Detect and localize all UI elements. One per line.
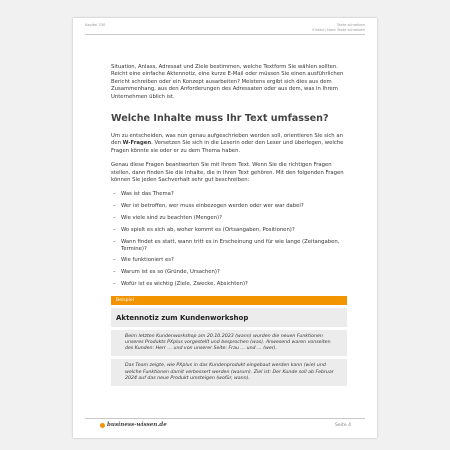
list-item: – Wie funktioniert es? [111,257,347,264]
example-section [111,296,347,386]
page-footer [85,420,365,430]
list-item: – Warum ist es so (Gründe, Ursachen)? [111,269,347,276]
header-title: Texte schreiben [336,23,365,27]
example-label: Beispiel [111,296,347,305]
intro-paragraph: Situation, Anlass, Adressat und Ziele bestimmen, welche Textform Sie wählen sollten. Reicht eine einfache Aktennotiz, eine kurze E-Mail oder müssen Sie einen ausführlichen Bericht schreiben oder ein Konzept ausarbeiten? Meistens ergibt sich dies aus dem Zusammenhang, aus den Anforderungen des Adressaten oder aus dem, was in Ihrem Unternehmen üblich ist. [111,64,344,100]
questions-list [111,191,347,287]
list-item: – Wie viele sind zu beachten (Mengen)? [111,215,347,222]
example-box-1: Beim letzten Kundenworkshop am 20.10.2023 (wann) wurden die neuen Funktionen unseres Produkts PXplus vorgestellt und besprochen (was). Anwesend waren vonseiten des Kunden: Herr … und von unserer Seite: Frau … und … (wer). [111,330,347,357]
list-item: – Was ist das Thema? [111,191,347,198]
para-text-before: Um zu entscheiden, was nun genau aufgeschrieben werden soll, orientieren Sie sich an den [111,133,343,147]
header-subtitle: Einfach klare Texte schreiben [312,28,365,32]
list-item: – Wann findet es statt, wann tritt es in Erscheinung und für wie lange (Zeitangaben, Termine)? [111,239,347,252]
section-heading: Welche Inhalte muss Ihr Text umfassen? [111,113,329,125]
w-questions-paragraph [111,133,347,155]
w-fragen-emphasis: W-Fragen [122,140,152,147]
questions-intro-paragraph: Genau diese Fragen beantworten Sie mit Ihrem Text. Wenn Sie die richtigen Fragen stellen, dann finden Sie die Inhalte, die in Ihren Text gehören. Mit den folgenden Fragen können Sie jeden Sachverhalt sehr gut beschreiben: [111,162,344,184]
header-divider [85,34,365,35]
example-box-2: Das Team zeigte, wie PXplus in das Kundenprodukt eingebaut werden kann (wie) und welche Funktionen damit verbessert werden (warum). Ziel ist: Der Kunde soll ab Februar 2024 auf das neue Produkt umsteigen (wofür, wann). [111,359,347,386]
chapter-label: Kapitel 330 [85,23,106,27]
page-content [111,64,347,386]
para-text-after: . Versetzen Sie sich in die Leserin oder den Leser und überlegen, welche Fragen könnte sie oder er zu dem Thema haben. [111,140,344,154]
document-page [73,18,377,438]
page-number: Seite 4 [334,423,351,428]
brand-logo: business-wissen.de [107,422,167,428]
footer-divider [85,418,365,419]
logo-dot-icon [100,423,105,428]
list-item: – Wofür ist es wichtig (Ziele, Zwecke, Absichten)? [111,281,347,288]
list-item: – Wo spielt es sich ab, woher kommt es (Ortsangaben, Positionen)? [111,227,347,234]
list-item: – Wer ist betroffen, wer muss einbezogen werden oder wer war dabei? [111,203,347,210]
header-titles [312,23,365,33]
example-title: Aktennotiz zum Kundenworkshop [111,308,347,327]
